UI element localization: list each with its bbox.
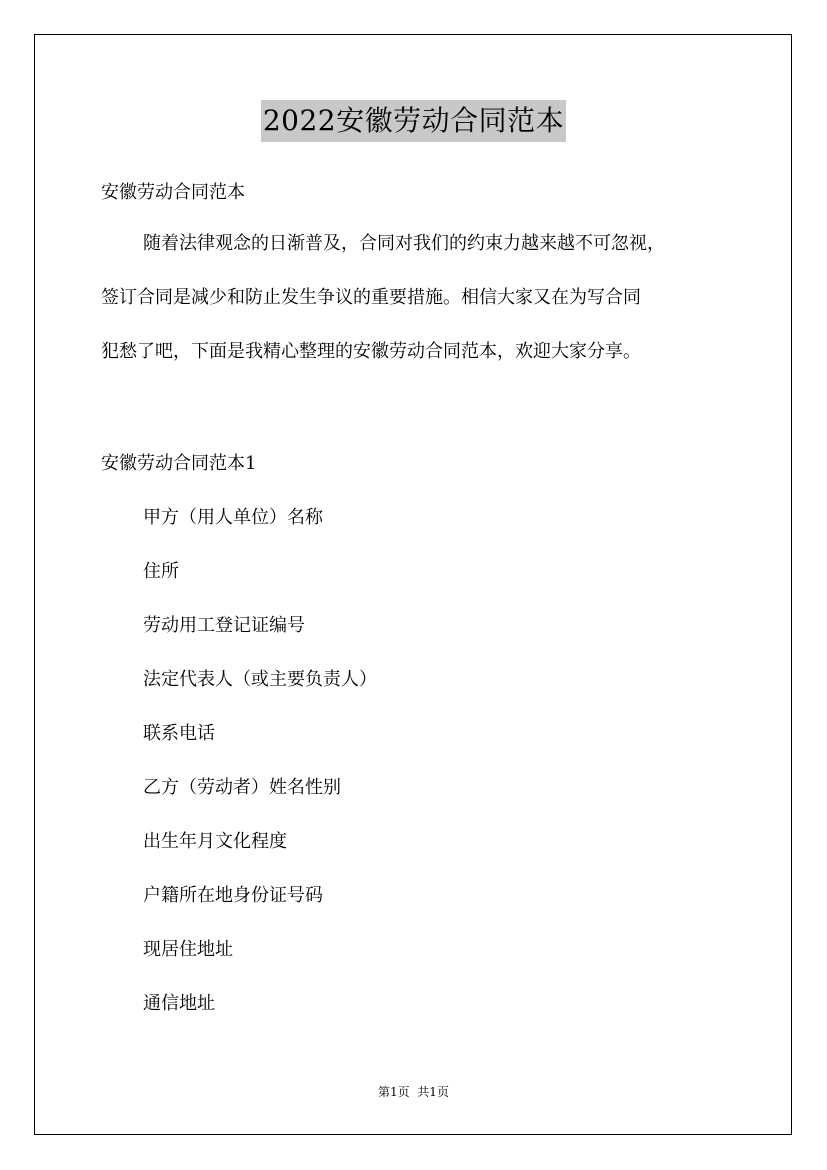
field-registration-number: 劳动用工登记证编号 <box>143 615 305 636</box>
field-birth-education: 出生年月文化程度 <box>143 831 287 852</box>
document-title: 2022安徽劳动合同范本 <box>261 100 566 142</box>
intro-line: 犯愁了吧，下面是我精心整理的安徽劳动合同范本，欢迎大家分享。 <box>101 341 641 362</box>
intro-line: 签订合同是减少和防止发生争议的重要措施。相信大家又在为写合同 <box>101 287 641 308</box>
document-subtitle: 安徽劳动合同范本 <box>101 182 245 203</box>
section-title: 安徽劳动合同范本1 <box>101 453 257 474</box>
title-container <box>0 100 827 142</box>
contract-field-list <box>143 506 377 1046</box>
field-employee-name-gender: 乙方（劳动者）姓名性别 <box>143 777 341 798</box>
intro-line: 随着法律观念的日渐普及，合同对我们的约束力越来越不可忽视， <box>143 233 665 254</box>
field-address: 住所 <box>143 561 179 582</box>
field-household-id: 户籍所在地身份证号码 <box>143 885 323 906</box>
field-employer-name: 甲方（用人单位）名称 <box>143 507 323 528</box>
intro-paragraph <box>101 232 751 394</box>
page-footer: 第1页 共1页 <box>378 1085 449 1099</box>
field-current-address: 现居住地址 <box>143 939 233 960</box>
field-phone: 联系电话 <box>143 723 215 744</box>
field-mailing-address: 通信地址 <box>143 993 215 1014</box>
field-legal-representative: 法定代表人（或主要负责人） <box>143 669 377 690</box>
